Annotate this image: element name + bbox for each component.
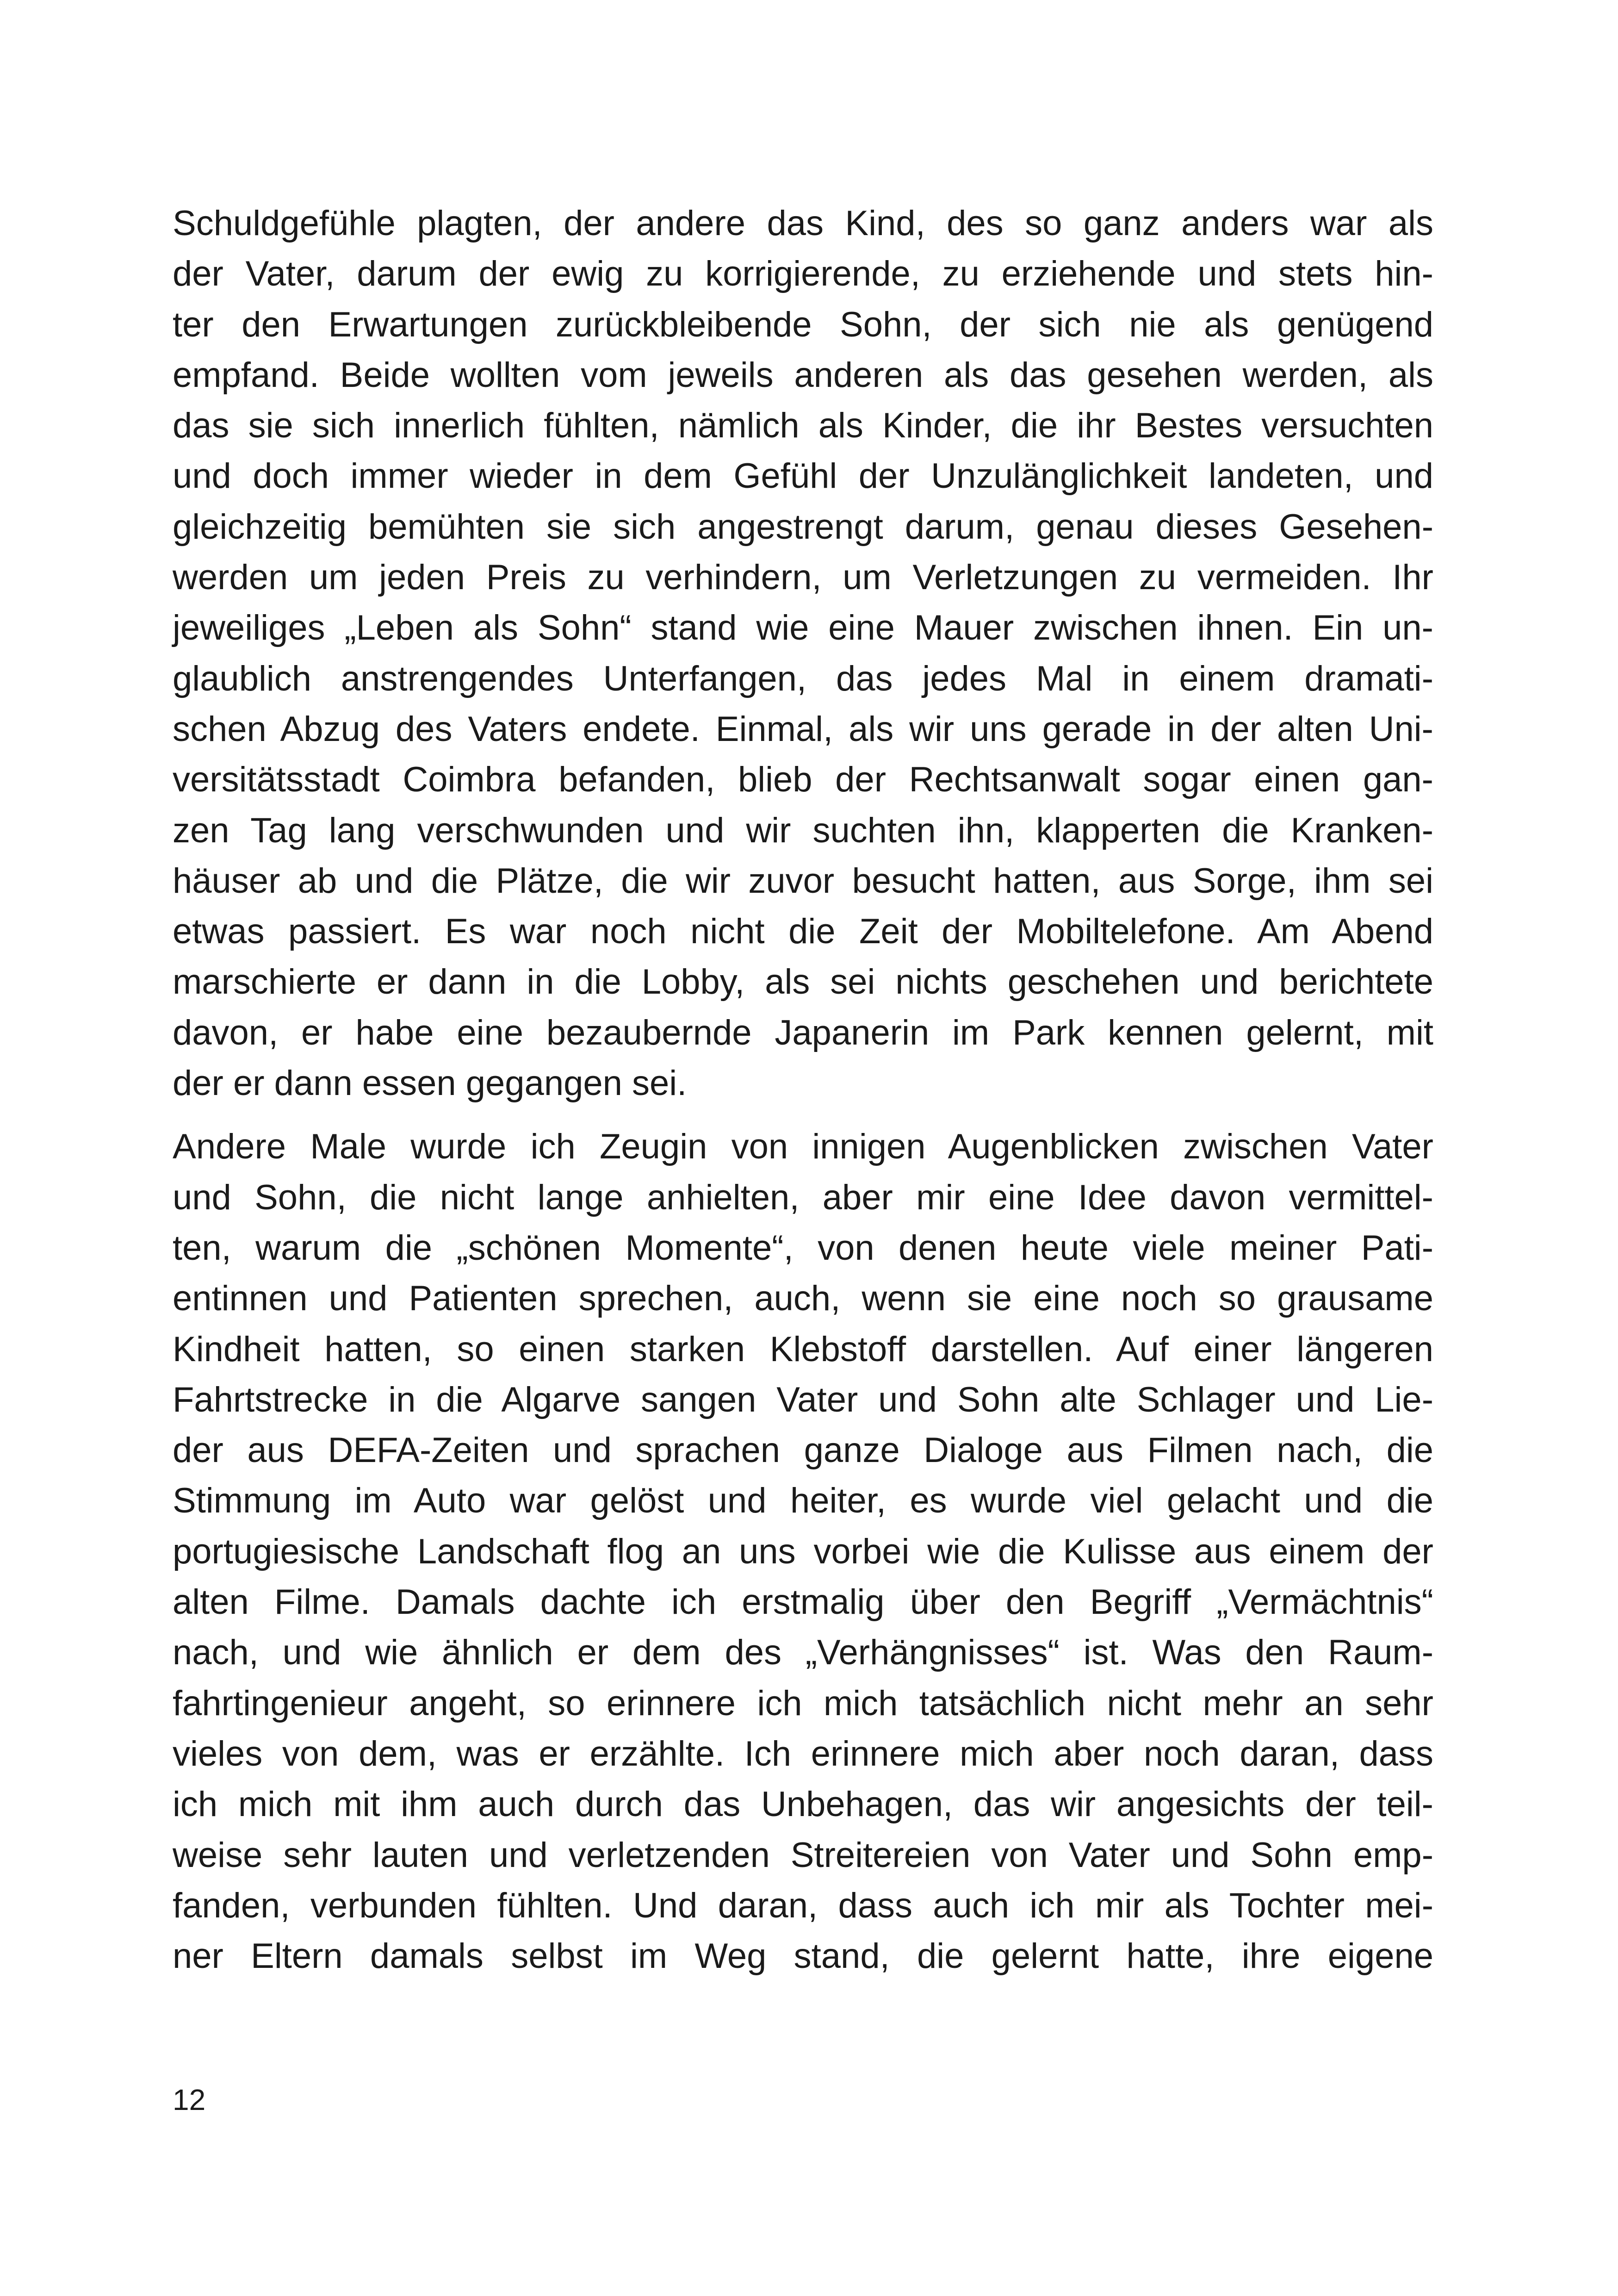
text-line: der er dann essen gegangen sei. <box>173 1064 687 1103</box>
page-number: 12 <box>173 2083 206 2116</box>
text-line: werden um jeden Preis zu verhindern, um Verletzungen zu vermeiden. Ihr <box>173 558 1433 597</box>
text-line: Kindheit hatten, so einen starken Klebstoff darstellen. Auf einer längeren <box>173 1329 1433 1369</box>
text-line: und doch immer wieder in dem Gefühl der Unzulänglichkeit landeten, und <box>173 456 1433 496</box>
text-line: nach, und wie ähnlich er dem des „Verhängnisses“ ist. Was den Raum- <box>173 1633 1433 1673</box>
text-line: häuser ab und die Plätze, die wir zuvor besucht hatten, aus Sorge, ihm sei <box>173 861 1433 901</box>
text-line: fahrtingenieur angeht, so erinnere ich mich tatsächlich nicht mehr an sehr <box>173 1683 1433 1723</box>
text-line: gleichzeitig bemühten sie sich angestrengt darum, genau dieses Gesehen- <box>173 507 1433 547</box>
text-line: ich mich mit ihm auch durch das Unbehagen, das wir angesichts der teil- <box>173 1785 1433 1824</box>
text-line: portugiesische Landschaft flog an uns vorbei wie die Kulisse aus einem der <box>173 1531 1433 1571</box>
text-line: weise sehr lauten und verletzenden Streitereien von Vater und Sohn emp- <box>173 1835 1433 1875</box>
text-line: ner Eltern damals selbst im Weg stand, die gelernt hatte, ihre eigene <box>173 1936 1433 1976</box>
paragraph-1 <box>173 198 1433 1108</box>
text-line: Fahrtstrecke in die Algarve sangen Vater und Sohn alte Schlager und Lie- <box>173 1380 1433 1419</box>
text-line: der aus DEFA-Zeiten und sprachen ganze Dialoge aus Filmen nach, die <box>173 1431 1433 1470</box>
text-line: glaublich anstrengendes Unterfangen, das jedes Mal in einem dramati- <box>173 659 1433 698</box>
text-line: vieles von dem, was er erzählte. Ich erinnere mich aber noch daran, dass <box>173 1734 1433 1773</box>
text-line: Andere Male wurde ich Zeugin von innigen Augenblicken zwischen Vater <box>173 1127 1433 1167</box>
text-line: empfand. Beide wollten vom jeweils anderen als das gesehen werden, als <box>173 355 1433 395</box>
paragraph-2 <box>173 1121 1433 1981</box>
text-line: alten Filme. Damals dachte ich erstmalig über den Begriff „Vermächtnis“ <box>173 1582 1433 1622</box>
text-line: und Sohn, die nicht lange anhielten, aber mir eine Idee davon vermittel- <box>173 1177 1433 1217</box>
body-text <box>173 198 1433 1981</box>
text-line: das sie sich innerlich fühlten, nämlich als Kinder, die ihr Bestes versuchten <box>173 406 1433 446</box>
text-line: davon, er habe eine bezaubernde Japanerin im Park kennen gelernt, mit <box>173 1013 1433 1052</box>
text-line: der Vater, darum der ewig zu korrigierende, zu erziehende und stets hin- <box>173 254 1433 294</box>
text-line: versitätsstadt Coimbra befanden, blieb der Rechtsanwalt sogar einen gan- <box>173 760 1433 800</box>
text-line: Schuldgefühle plagten, der andere das Kind, des so ganz anders war als <box>173 204 1433 243</box>
text-line: zen Tag lang verschwunden und wir suchten ihn, klapperten die Kranken- <box>173 810 1433 850</box>
text-line: fanden, verbunden fühlten. Und daran, dass auch ich mir als Tochter mei- <box>173 1885 1433 1925</box>
text-line: schen Abzug des Vaters endete. Einmal, als wir uns gerade in der alten Uni- <box>173 709 1433 749</box>
text-line: jeweiliges „Leben als Sohn“ stand wie eine Mauer zwischen ihnen. Ein un- <box>173 608 1433 648</box>
paragraph-spacer <box>173 1108 1433 1121</box>
text-line: ter den Erwartungen zurückbleibende Sohn, der sich nie als genügend <box>173 305 1433 344</box>
text-line: ten, warum die „schönen Momente“, von denen heute viele meiner Pati- <box>173 1228 1433 1268</box>
text-line: entinnen und Patienten sprechen, auch, wenn sie eine noch so grausame <box>173 1279 1433 1319</box>
text-line: marschierte er dann in die Lobby, als sei nichts geschehen und berichtete <box>173 962 1433 1002</box>
text-line: etwas passiert. Es war noch nicht die Zeit der Mobiltelefone. Am Abend <box>173 912 1433 952</box>
text-line: Stimmung im Auto war gelöst und heiter, es wurde viel gelacht und die <box>173 1481 1433 1521</box>
